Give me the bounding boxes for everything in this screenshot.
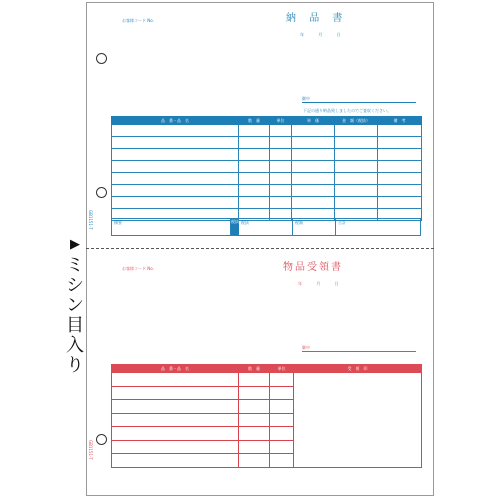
table-cell[interactable] [292, 161, 335, 173]
table-cell[interactable] [239, 173, 270, 185]
addressee-suffix: 御中 [302, 96, 310, 101]
table-cell[interactable] [270, 161, 292, 173]
column-header: 備 考 [378, 117, 422, 125]
table-cell[interactable] [378, 137, 422, 149]
title-char: 領 [319, 262, 331, 273]
table-cell[interactable] [378, 185, 422, 197]
title-char: 納 [286, 13, 301, 24]
table-header-row [112, 117, 422, 125]
table-cell[interactable] [378, 161, 422, 173]
remarks-cell[interactable]: 摘要 [112, 219, 231, 235]
tax-amount-cell[interactable]: 税額 [293, 219, 336, 235]
table-cell[interactable] [239, 386, 270, 400]
table-cell[interactable] [112, 440, 239, 454]
table-cell[interactable] [239, 197, 270, 209]
table-cell[interactable] [239, 125, 270, 137]
title-char: 受 [307, 262, 319, 273]
table-cell[interactable] [239, 427, 270, 441]
perforation-char: ミ [66, 255, 84, 276]
punch-hole-upper-middle [96, 187, 107, 198]
table-cell[interactable] [112, 173, 239, 185]
table-cell[interactable] [270, 413, 294, 427]
customer-code-label: お客様コード No. [122, 266, 154, 271]
date-line [298, 281, 352, 286]
right-triangle-icon: ▶ [70, 237, 80, 252]
table-cell[interactable] [378, 197, 422, 209]
table-cell[interactable] [112, 413, 239, 427]
table-cell[interactable] [378, 149, 422, 161]
column-header: 受 領 印 [294, 365, 422, 373]
column-header: 品 番・品 名 [112, 117, 239, 125]
table-cell[interactable] [112, 137, 239, 149]
table-cell[interactable] [239, 185, 270, 197]
delivery-message: 下記の通り納品致しましたのでご査収ください。 [303, 108, 391, 113]
table-cell[interactable] [292, 185, 335, 197]
day-label: 日 [336, 32, 341, 37]
column-header: 数 量 [239, 117, 270, 125]
column-header: 単位 [270, 365, 294, 373]
table-cell[interactable] [335, 173, 378, 185]
column-header: 品 番・品 名 [112, 365, 239, 373]
table-cell[interactable] [112, 161, 239, 173]
table-cell[interactable] [270, 197, 292, 209]
table-cell[interactable] [335, 137, 378, 149]
table-cell[interactable] [270, 386, 294, 400]
table-cell[interactable] [335, 185, 378, 197]
table-cell[interactable] [270, 137, 292, 149]
total-cell[interactable]: 合計 [338, 220, 346, 225]
table-row [112, 373, 422, 387]
table-cell[interactable] [112, 185, 239, 197]
column-header: 数 量 [239, 365, 270, 373]
day-label: 日 [334, 281, 339, 286]
perforation-char: り [66, 355, 84, 376]
month-label: 月 [316, 281, 321, 286]
table-row [112, 137, 422, 149]
table-row [112, 161, 422, 173]
table-cell[interactable] [112, 386, 239, 400]
addressee-field[interactable] [302, 96, 416, 103]
perforation-label [64, 238, 86, 376]
table-cell[interactable] [239, 149, 270, 161]
table-cell[interactable] [270, 440, 294, 454]
receipt-stamp-cell[interactable] [294, 373, 422, 468]
month-label: 月 [318, 32, 323, 37]
table-cell[interactable] [335, 161, 378, 173]
column-header: 単 価 [292, 117, 335, 125]
delivery-items-table [111, 116, 422, 221]
table-cell[interactable] [378, 125, 422, 137]
table-row [112, 185, 422, 197]
title-char: 品 [295, 262, 307, 273]
table-row [112, 149, 422, 161]
document-title [283, 258, 343, 273]
table-row [112, 125, 422, 137]
table-cell[interactable] [270, 454, 294, 468]
table-cell[interactable] [335, 197, 378, 209]
table-cell[interactable] [112, 197, 239, 209]
table-cell[interactable] [239, 137, 270, 149]
column-header: 金 額（税抜） [335, 117, 378, 125]
delivery-footer-row [111, 218, 421, 236]
table-cell[interactable] [112, 454, 239, 468]
table-cell[interactable] [239, 454, 270, 468]
table-cell[interactable] [239, 400, 270, 414]
table-cell[interactable] [270, 373, 294, 387]
perforation-char: シ [66, 275, 84, 296]
table-cell[interactable] [239, 161, 270, 173]
perforation-line [86, 248, 434, 249]
perforation-char: 目 [66, 315, 84, 336]
title-char: 物 [283, 262, 295, 273]
table-cell[interactable] [112, 373, 239, 387]
title-char: 品 [309, 13, 325, 24]
form-code: GB1151-T [88, 210, 93, 230]
table-cell[interactable] [270, 125, 292, 137]
title-char: 書 [332, 13, 348, 24]
table-cell[interactable] [270, 185, 292, 197]
document-title [286, 9, 347, 24]
table-cell[interactable] [292, 197, 335, 209]
table-cell[interactable] [335, 149, 378, 161]
perforation-char: ン [66, 295, 84, 316]
table-cell[interactable] [292, 125, 335, 137]
table-cell[interactable] [112, 400, 239, 414]
table-cell[interactable] [112, 427, 239, 441]
year-label: 年 [298, 281, 302, 286]
punch-hole-lower [96, 434, 107, 445]
title-char: 書 [331, 262, 343, 273]
table-cell[interactable] [292, 137, 335, 149]
table-cell[interactable] [270, 149, 292, 161]
addressee-suffix: 御中 [302, 345, 310, 350]
tax-label-cell: 税抜 [231, 219, 239, 235]
table-cell[interactable] [292, 149, 335, 161]
punch-hole-top [96, 53, 107, 64]
column-header: 単位 [270, 117, 292, 125]
table-cell[interactable] [239, 413, 270, 427]
table-header-row [112, 365, 422, 373]
perforation-char: 入 [66, 335, 84, 356]
table-cell[interactable] [239, 440, 270, 454]
table-cell[interactable] [112, 125, 239, 137]
customer-code-label: お客様コード No. [122, 18, 154, 23]
table-row [112, 197, 422, 209]
addressee-field[interactable] [302, 345, 416, 352]
table-cell[interactable] [378, 173, 422, 185]
date-line [300, 32, 354, 37]
subtotal-cell[interactable]: 税抜 [239, 219, 293, 235]
table-cell[interactable] [239, 373, 270, 387]
table-cell[interactable] [335, 125, 378, 137]
table-cell[interactable] [292, 173, 335, 185]
form-code: GB1151-T [88, 440, 93, 460]
table-row [112, 173, 422, 185]
year-label: 年 [300, 32, 304, 37]
table-cell[interactable] [270, 400, 294, 414]
table-cell[interactable] [270, 173, 292, 185]
table-cell[interactable] [112, 149, 239, 161]
receipt-items-table [111, 364, 422, 468]
table-cell[interactable] [270, 427, 294, 441]
